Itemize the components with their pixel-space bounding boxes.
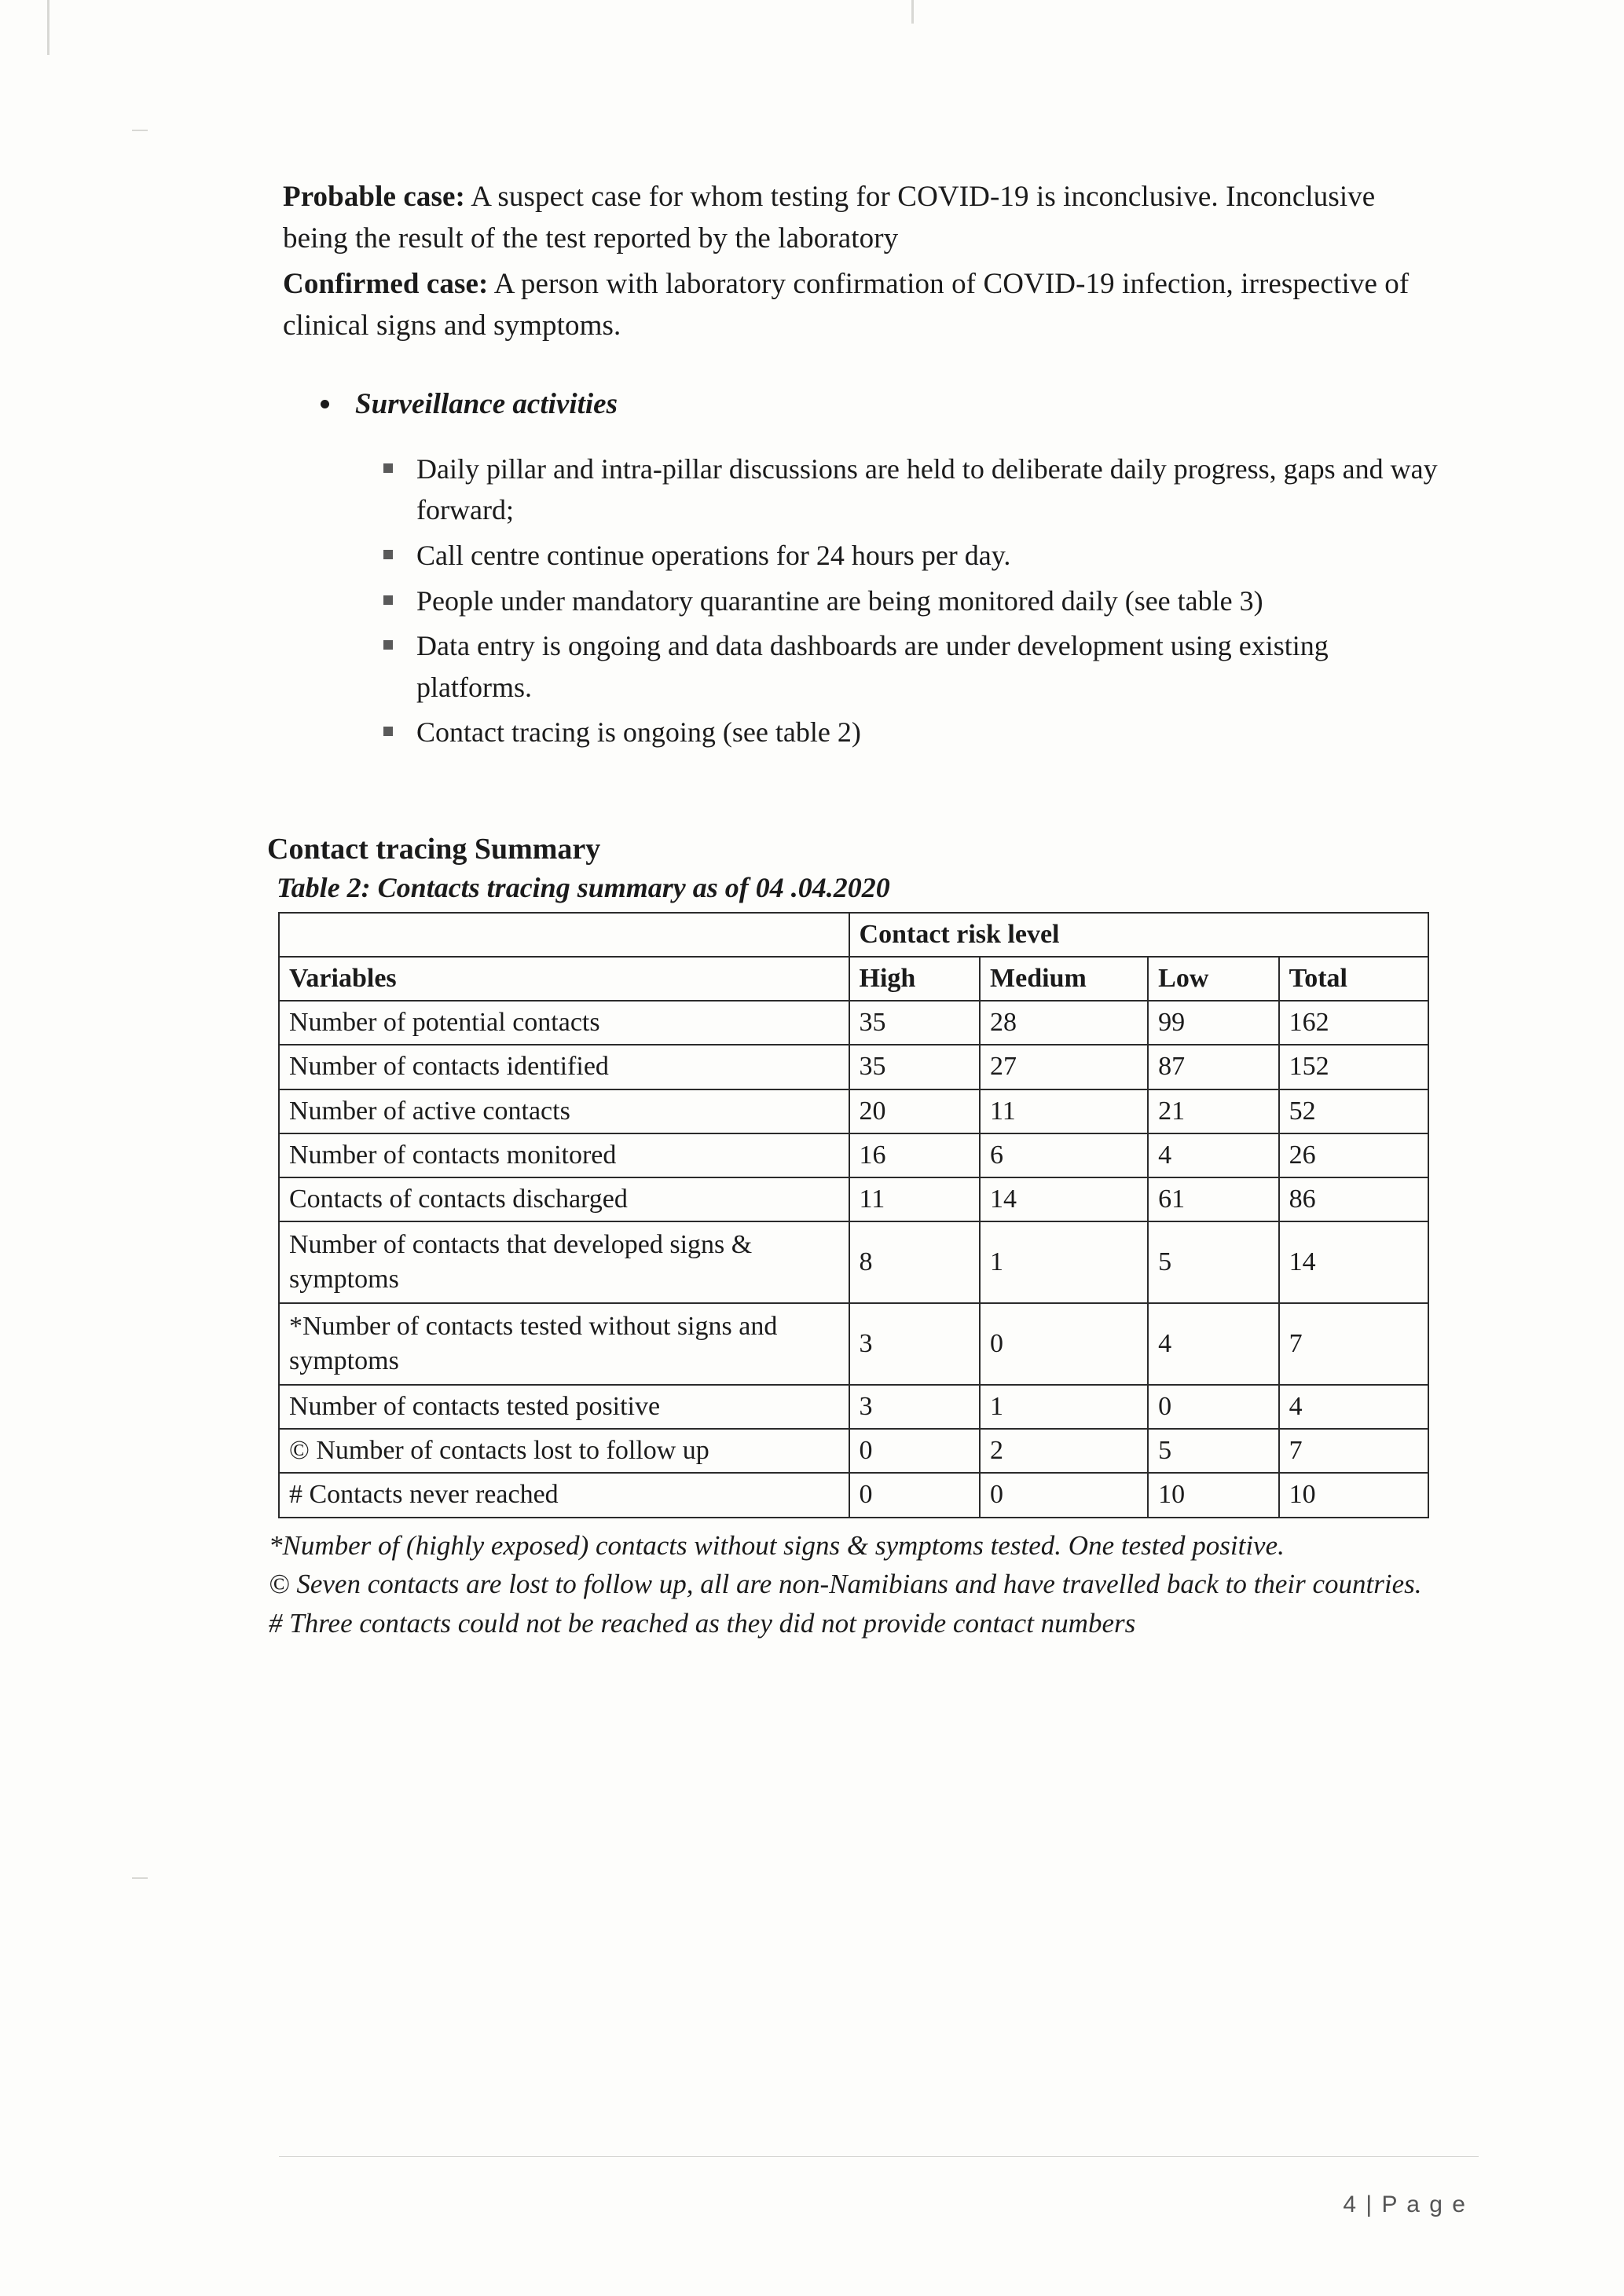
column-header-low: Low [1148,957,1279,1001]
cell-variable: Contacts of contacts discharged [279,1177,849,1221]
footer-divider [279,2156,1479,2157]
cell-medium: 2 [980,1429,1148,1473]
column-header-variables: Variables [279,957,849,1001]
cell-medium: 14 [980,1177,1148,1221]
cell-total: 86 [1279,1177,1428,1221]
table-row [279,1385,1428,1429]
cell-low: 99 [1148,1001,1279,1045]
definition-text-confirmed: A person with laboratory confirmation of COVID-19 infection, irrespective of clinical signs and symptoms. [283,268,1410,342]
risk-level-group-header: Contact risk level [849,913,1428,957]
table-row [279,1133,1428,1177]
cell-variable: Number of contacts identified [279,1045,849,1089]
cell-high: 11 [849,1177,981,1221]
cell-low: 4 [1148,1303,1279,1385]
column-header-medium: Medium [980,957,1148,1001]
definition-term-probable: Probable case: [283,181,465,213]
cell-low: 5 [1148,1221,1279,1303]
cell-high: 35 [849,1001,981,1045]
page-number: 4 | P a g e [1343,2192,1467,2217]
cell-medium: 0 [980,1303,1148,1385]
table-row [279,1473,1428,1517]
cell-variable: *Number of contacts tested without signs and symptoms [279,1303,849,1385]
column-header-high: High [849,957,981,1001]
cell-variable: # Contacts never reached [279,1473,849,1517]
list-item: Daily pillar and intra-pillar discussions are held to deliberate daily progress, gaps and way forward; [283,449,1438,531]
table-group-header-row [279,913,1428,957]
table-row [279,1221,1428,1303]
cell-low: 61 [1148,1177,1279,1221]
contact-tracing-table [278,912,1429,1518]
footnote-hash: # Three contacts could not be reached as they did not provide contact numbers [269,1608,1136,1639]
cell-variable: © Number of contacts lost to follow up [279,1429,849,1473]
list-item: People under mandatory quarantine are being monitored daily (see table 3) [283,580,1438,622]
surveillance-heading: Surveillance activities [283,384,1438,425]
table-caption: Table 2: Contacts tracing summary as of 04 .04.2020 [277,871,890,903]
footnote-copyright: © Seven contacts are lost to follow up, all are non-Namibians and have travelled back to their countries. [269,1569,1422,1600]
cell-total: 7 [1279,1303,1428,1385]
cell-total: 162 [1279,1001,1428,1045]
surveillance-section [283,384,1438,425]
cell-medium: 27 [980,1045,1148,1089]
list-item: Call centre continue operations for 24 hours per day. [283,535,1438,577]
page-title: Contact tracing Summary [267,832,601,866]
cell-high: 0 [849,1473,981,1517]
cell-high: 8 [849,1221,981,1303]
table-row [279,1045,1428,1089]
definition-confirmed-case [283,264,1438,346]
scan-artifact-left-mid [132,130,148,131]
cell-medium: 0 [980,1473,1148,1517]
table-row [279,1303,1428,1385]
table-row [279,1429,1428,1473]
column-header-total: Total [1279,957,1428,1001]
cell-total: 14 [1279,1221,1428,1303]
cell-high: 3 [849,1385,981,1429]
scan-artifact-top-center [911,0,914,24]
cell-total: 7 [1279,1429,1428,1473]
cell-low: 5 [1148,1429,1279,1473]
cell-medium: 28 [980,1001,1148,1045]
cell-high: 3 [849,1303,981,1385]
cell-low: 21 [1148,1089,1279,1133]
cell-medium: 1 [980,1221,1148,1303]
surveillance-activities-list [283,449,1438,753]
cell-high: 16 [849,1133,981,1177]
cell-high: 20 [849,1089,981,1133]
cell-total: 26 [1279,1133,1428,1177]
list-item: Contact tracing is ongoing (see table 2) [283,712,1438,753]
footnote-asterisk: *Number of (highly exposed) contacts without signs & symptoms tested. One tested positive. [269,1529,1285,1561]
table-header-row [279,957,1428,1001]
cell-medium: 11 [980,1089,1148,1133]
cell-variable: Number of contacts monitored [279,1133,849,1177]
empty-corner-cell [279,913,849,957]
document-content [267,177,1438,1643]
cell-variable: Number of active contacts [279,1089,849,1133]
scan-artifact-left-low [132,1877,148,1879]
definition-probable-case [283,177,1438,259]
cell-total: 52 [1279,1089,1428,1133]
cell-high: 0 [849,1429,981,1473]
definition-term-confirmed: Confirmed case: [283,268,489,301]
cell-medium: 6 [980,1133,1148,1177]
table-row [279,1001,1428,1045]
cell-total: 152 [1279,1045,1428,1089]
cell-low: 0 [1148,1385,1279,1429]
definition-text-probable: A suspect case for whom testing for COVID-19 is inconclusive. Inconclusive being the result of the test reported by the laboratory [283,181,1376,255]
table-row [279,1177,1428,1221]
cell-low: 87 [1148,1045,1279,1089]
scan-artifact-top-left [47,0,49,55]
cell-variable: Number of contacts tested positive [279,1385,849,1429]
list-item: Data entry is ongoing and data dashboards are under development using existing platforms. [283,625,1438,708]
cell-total: 4 [1279,1385,1428,1429]
cell-low: 4 [1148,1133,1279,1177]
cell-variable: Number of potential contacts [279,1001,849,1045]
cell-total: 10 [1279,1473,1428,1517]
table-footnotes [269,1526,1438,1643]
cell-variable: Number of contacts that developed signs & symptoms [279,1221,849,1303]
cell-high: 35 [849,1045,981,1089]
cell-medium: 1 [980,1385,1148,1429]
table-row [279,1089,1428,1133]
cell-low: 10 [1148,1473,1279,1517]
